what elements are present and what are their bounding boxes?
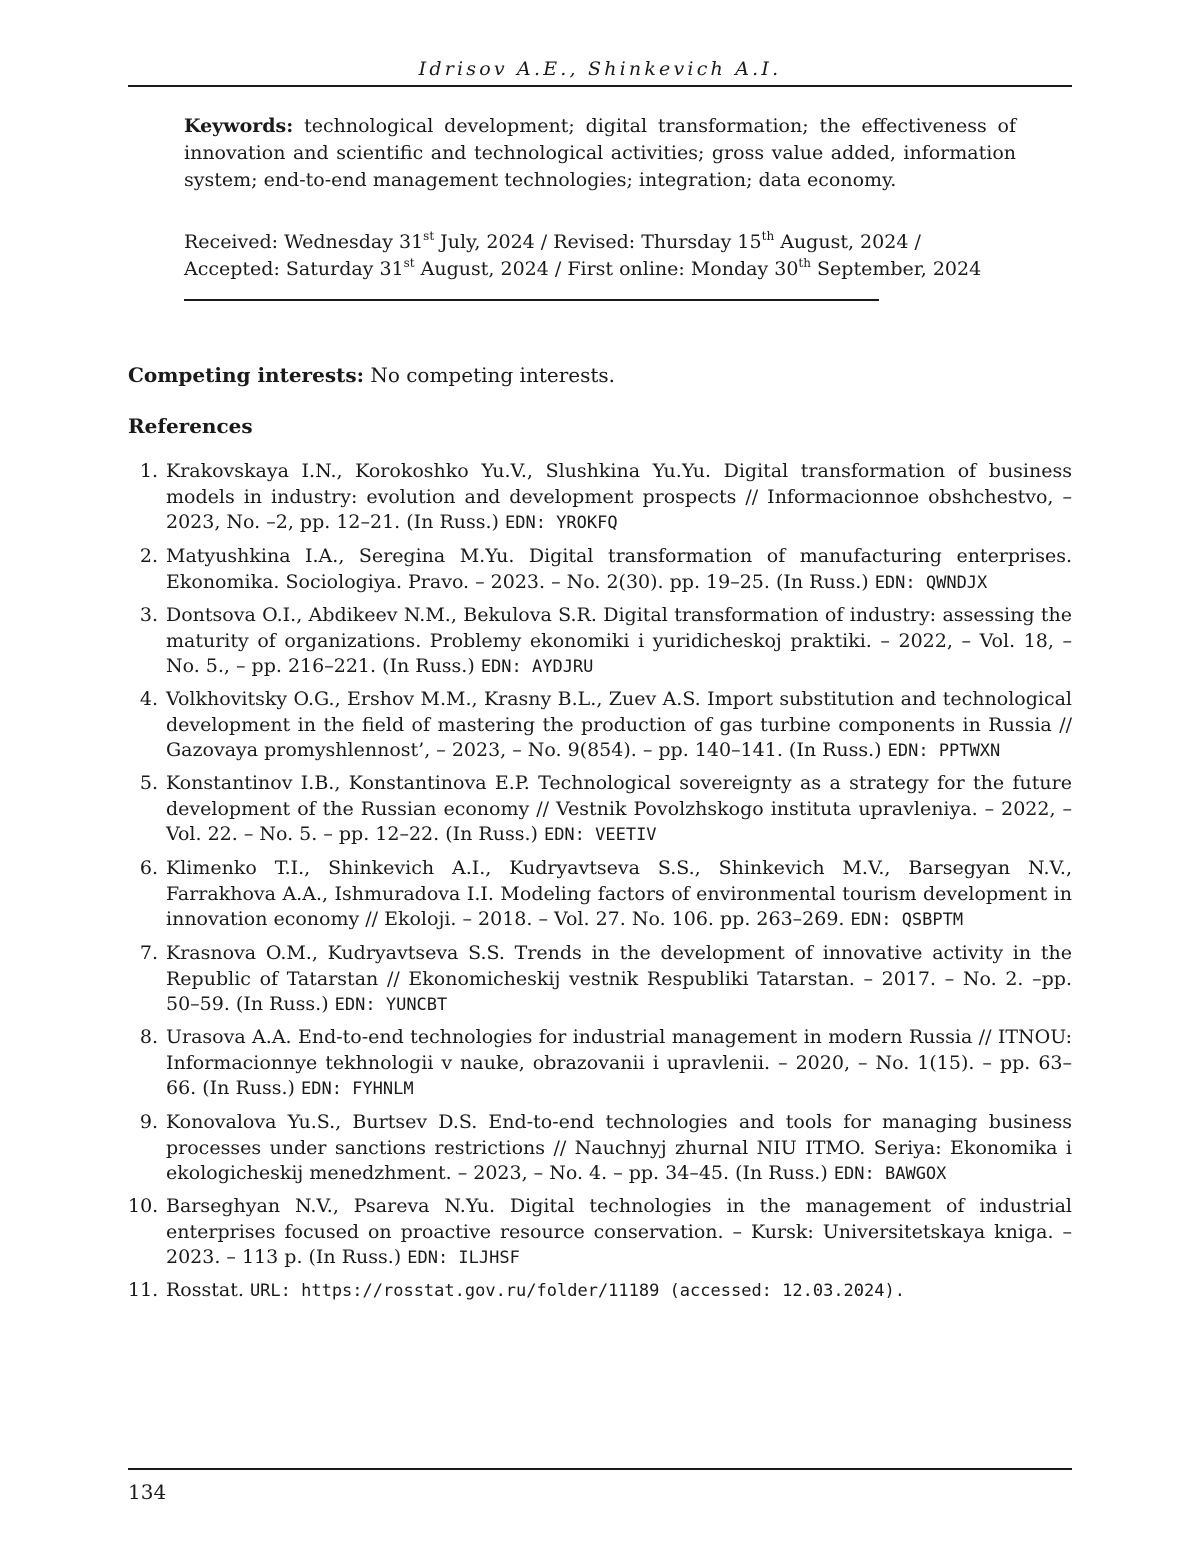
- reference-text: Krasnova O.M., Kudryavtseva S.S. Trends in the development of innovative activity in the Republic of Tatarstan // Ekonomicheskij vestnik Respubliki Tatarstan. – 2017. – No. 2. –pp. 50–59. (In Russ.): [166, 942, 1072, 1015]
- reference-text: Volkhovitsky O.G., Ershov M.M., Krasny B.L., Zuev A.S. Import substitution and technological development in the field of mastering the production of gas turbine components in Russia // Gazovaya promyshlennost’, – 2023, – No. 9(854). – pp. 140–141. (In Russ.): [166, 688, 1072, 761]
- competing-interests-text: No competing interests.: [370, 363, 615, 387]
- running-header: Idrisov A.E., Shinkevich A.I.: [0, 58, 1200, 80]
- dates-rule: [184, 299, 879, 301]
- reference-edn: EDN: AYDJRU: [481, 657, 594, 677]
- reference-text: Barseghyan N.V., Psareva N.Yu. Digital technologies in the management of industrial enterprises focused on proactive resource conservation. – Kursk: Universitetskaya kniga. – 2023. – 113 p. (In Russ.): [166, 1195, 1072, 1268]
- reference-text: Dontsova O.I., Abdikeev N.M., Bekulova S.R. Digital transformation of industry: assessing the maturity of organizations. Problemy ekonomiki i yuridicheskoj praktiki. – 2022, – Vol. 18, – No. 5., – pp. 216–221. (In Russ.): [166, 604, 1072, 677]
- keywords-text: technological development; digital transformation; the effectiveness of innovation and scientific and technological activities; gross value added, information system; end-to-end management technologies; integration; data economy.: [184, 115, 1016, 191]
- reference-text: Rosstat.: [166, 1279, 250, 1301]
- accepted-sup: st: [404, 256, 415, 270]
- reference-number: 4.: [128, 687, 158, 713]
- reference-text: Urasova A.A. End-to-end technologies for industrial management in modern Russia // ITNOU: Informacionnye tekhnologii v nauke, obrazovanii i upravlenii. – 2020, – No. 1(15). – pp. 63–66. (In Russ.): [166, 1026, 1072, 1099]
- page-number: 134: [128, 1480, 166, 1504]
- reference-text: Matyushkina I.A., Seregina M.Yu. Digital transformation of manufacturing enterprises. Ekonomika. Sociologiya. Pravo. – 2023. – No. 2(30). pp. 19–25. (In Russ.): [166, 545, 1072, 593]
- revised-sup: th: [762, 229, 775, 243]
- reference-edn: EDN: YROKFQ: [505, 513, 618, 533]
- reference-edn: EDN: ILJHSF: [407, 1248, 520, 1268]
- keywords-label: Keywords:: [184, 115, 293, 137]
- reference-item-10: [128, 1194, 1072, 1272]
- online-rest: September, 2024: [811, 258, 981, 280]
- revised-rest: August, 2024 /: [774, 231, 921, 253]
- revised-date: July, 2024 / Revised: Thursday 15: [434, 231, 761, 253]
- competing-interests: [128, 362, 1072, 389]
- header-rule: [128, 85, 1072, 87]
- reference-number: 9.: [128, 1110, 158, 1136]
- reference-number: 8.: [128, 1025, 158, 1051]
- reference-number: 1.: [128, 459, 158, 485]
- reference-edn: EDN: BAWGOX: [834, 1164, 947, 1184]
- competing-interests-label: Competing interests:: [128, 363, 364, 387]
- reference-text: Krakovskaya I.N., Korokoshko Yu.V., Slushkina Yu.Yu. Digital transformation of business models in industry: evolution and development prospects // Informacionnoe obshchestvo, – 2023, No. –2, pp. 12–21. (In Russ.): [166, 460, 1072, 533]
- reference-item-1: [128, 459, 1072, 537]
- reference-number: 2.: [128, 544, 158, 570]
- online-date: August, 2024 / First online: Monday 30: [415, 258, 799, 280]
- reference-item-3: [128, 603, 1072, 681]
- reference-item-11: [128, 1278, 1072, 1305]
- reference-edn: EDN: YUNCBT: [335, 995, 448, 1015]
- reference-edn: EDN: VEETIV: [544, 825, 657, 845]
- reference-edn: EDN: FYHNLM: [301, 1079, 414, 1099]
- reference-number: 11.: [128, 1278, 158, 1304]
- footer-rule: [128, 1468, 1072, 1470]
- reference-number: 6.: [128, 856, 158, 882]
- reference-text: Konstantinov I.B., Konstantinova E.P. Technological sovereignty as a strategy for the future development of the Russian economy // Vestnik Povolzhskogo instituta upravleniya. – 2022, – Vol. 22. – No. 5. – pp. 12–22. (In Russ.): [166, 772, 1072, 845]
- reference-number: 5.: [128, 771, 158, 797]
- reference-edn: EDN: QSBPTM: [851, 910, 964, 930]
- reference-text: Klimenko T.I., Shinkevich A.I., Kudryavtseva S.S., Shinkevich M.V., Barsegyan N.V., Farrakhova A.A., Ishmuradova I.I. Modeling factors of environmental tourism development in innovation economy // Ekoloji. – 2018. – Vol. 27. No. 106. pp. 263–269.: [166, 857, 1072, 930]
- reference-text: Konovalova Yu.S., Burtsev D.S. End-to-end technologies and tools for managing business processes under sanctions restrictions // Nauchnyj zhurnal NIU ITMO. Seriya: Ekonomika i ekologicheskij menedzhment. – 2023, – No. 4. – pp. 34–45. (In Russ.): [166, 1111, 1072, 1184]
- reference-item-2: [128, 544, 1072, 596]
- reference-item-8: [128, 1025, 1072, 1103]
- reference-number: 7.: [128, 941, 158, 967]
- reference-edn: EDN: PPTWXN: [888, 741, 1001, 761]
- dates-line-1: [184, 229, 1016, 256]
- article-dates: [184, 229, 1016, 283]
- reference-url-link[interactable]: URL: https://rosstat.gov.ru/folder/11189 (accessed: 12.03.2024).: [250, 1281, 905, 1301]
- accepted-date: Accepted: Saturday 31: [184, 258, 404, 280]
- reference-number: 3.: [128, 603, 158, 629]
- online-sup: th: [798, 256, 811, 270]
- reference-number: 10.: [128, 1194, 158, 1220]
- reference-item-7: [128, 941, 1072, 1019]
- keywords-block: [184, 113, 1016, 194]
- reference-item-5: [128, 771, 1072, 849]
- reference-edn: EDN: QWNDJX: [875, 573, 988, 593]
- received-date: Received: Wednesday 31: [184, 231, 423, 253]
- received-sup: st: [423, 229, 434, 243]
- references-heading: References: [128, 414, 253, 438]
- dates-line-2: [184, 256, 1016, 283]
- reference-item-4: [128, 687, 1072, 765]
- reference-item-6: [128, 856, 1072, 934]
- reference-item-9: [128, 1110, 1072, 1188]
